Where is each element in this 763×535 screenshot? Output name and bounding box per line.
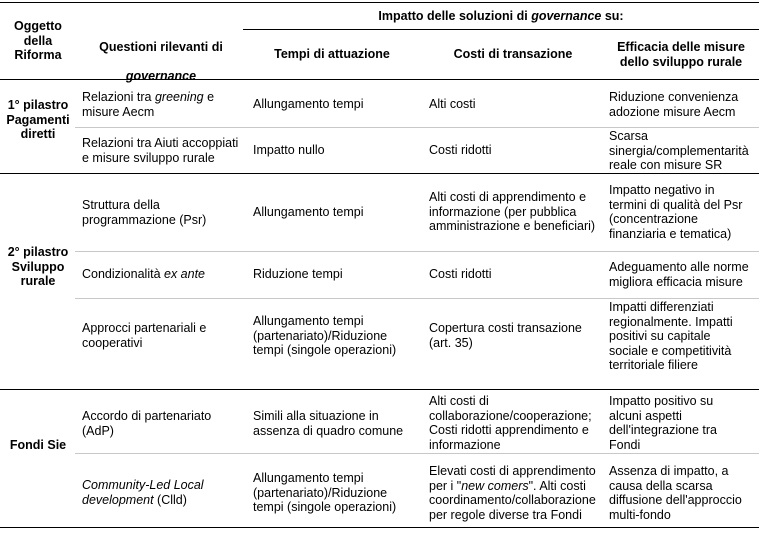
row1-tempi: Allungamento tempi: [253, 97, 364, 111]
row6-tempi: Simili alla situazione in assenza di quadro comune: [253, 409, 404, 438]
row6-costi: Alti costi di collaborazione/cooperazione; Costi ridotti apprendimento e informazione: [429, 394, 592, 452]
row4-q-pre: Condizionalità: [82, 267, 164, 281]
row4-q-em: ex ante: [164, 267, 206, 281]
header-impatto-em: governance: [531, 9, 602, 23]
row7-costi-2: ". Alti costi coordinamento/collaborazione per regole diverse tra Fondi: [429, 478, 596, 522]
header-impatto-pre: Impatto delle soluzioni di: [378, 9, 532, 23]
row2-tempi: Impatto nullo: [253, 143, 325, 157]
row2-efficacia: Scarsa sinergia/complementarità reale con misure SR: [609, 129, 749, 172]
rule-impatto-under: [243, 29, 759, 30]
row3-tempi: Allungamento tempi: [253, 205, 364, 219]
rule-row6: [75, 453, 759, 454]
group-label-2: 2° pilastro Sviluppo rurale: [7, 245, 69, 288]
row5-costi: Copertura costi transazione (art. 35): [429, 321, 582, 350]
header-tempi: Tempi di attuazione: [274, 47, 390, 61]
row1-questione: [82, 90, 244, 119]
row1-q-em: greening: [154, 90, 204, 104]
row5-efficacia: Impatti differenziati regionalmente. Impatti positivi su capitale sociale e competitività territoriale filiere: [609, 300, 733, 372]
row4-efficacia: Adeguamento alle norme migliora efficacia misure: [609, 260, 749, 289]
row1-costi: Alti costi: [429, 97, 476, 111]
rule-row1: [75, 127, 759, 128]
row7-efficacia: Assenza di impatto, a causa della scarsa diffusione dell'approccio multi-fondo: [609, 464, 742, 522]
row7-costi-em: new comers: [461, 478, 529, 493]
row1-q-pre: Relazioni tra: [82, 90, 155, 104]
rule-group1: [0, 173, 759, 174]
row7-costi: [429, 464, 607, 522]
row3-costi: Alti costi di apprendimento e informazione (per pubblica amministrazione e beneficiari): [429, 190, 596, 233]
row1-q-post: e misure Aecm: [82, 90, 215, 119]
header-questioni: [82, 25, 240, 83]
row7-questione: [82, 478, 244, 507]
group-label-1: 1° pilastro Pagamenti diretti: [6, 98, 70, 141]
row7-tempi: Allungamento tempi (partenariato)/Riduzione tempi (singole operazioni): [253, 471, 397, 514]
group-label-3: Fondi Sie: [9, 438, 67, 452]
row4-tempi: Riduzione tempi: [253, 267, 343, 281]
rule-group2: [0, 389, 759, 390]
rule-row4: [75, 298, 759, 299]
row4-questione: [82, 267, 244, 282]
row4-costi: Costi ridotti: [429, 267, 492, 281]
header-costi: Costi di transazione: [453, 47, 573, 61]
header-efficacia: Efficacia delle misure dello sviluppo rurale: [617, 40, 745, 69]
row7-q-post: (Clld): [153, 492, 187, 507]
row3-efficacia: Impatto negativo in termini di qualità del Psr (concentrazione finanziaria e tematica): [609, 183, 743, 241]
header-impatto-post: su:: [601, 9, 624, 23]
row3-questione: Struttura della programmazione (Psr): [82, 198, 207, 227]
row1-efficacia: Riduzione convenienza adozione misure Aecm: [609, 90, 739, 119]
rule-row3: [75, 251, 759, 252]
header-questioni-em: governance: [125, 68, 197, 83]
row7-costi-1: Elevati costi di apprendimento per i ": [429, 464, 596, 493]
row7-q-em: Community-Led Local development: [82, 478, 204, 507]
row5-tempi: Allungamento tempi (partenariato)/Riduzione tempi (singole operazioni): [253, 314, 397, 357]
row6-efficacia: Impatto positivo su alcuni aspetti dell'integrazione tra Fondi: [609, 394, 718, 452]
header-oggetto: Oggetto della Riforma: [14, 19, 62, 62]
row2-costi: Costi ridotti: [429, 143, 492, 157]
row2-questione: Relazioni tra Aiuti accoppiati e misure sviluppo rurale: [82, 136, 239, 165]
header-impatto: [243, 9, 759, 24]
header-questioni-text: Questioni rilevanti di: [99, 39, 223, 54]
rule-top: [0, 2, 759, 3]
row5-questione: Approcci partenariali e cooperativi: [82, 321, 207, 350]
row6-questione: Accordo di partenariato (AdP): [82, 409, 212, 438]
rule-bottom: [0, 527, 759, 528]
